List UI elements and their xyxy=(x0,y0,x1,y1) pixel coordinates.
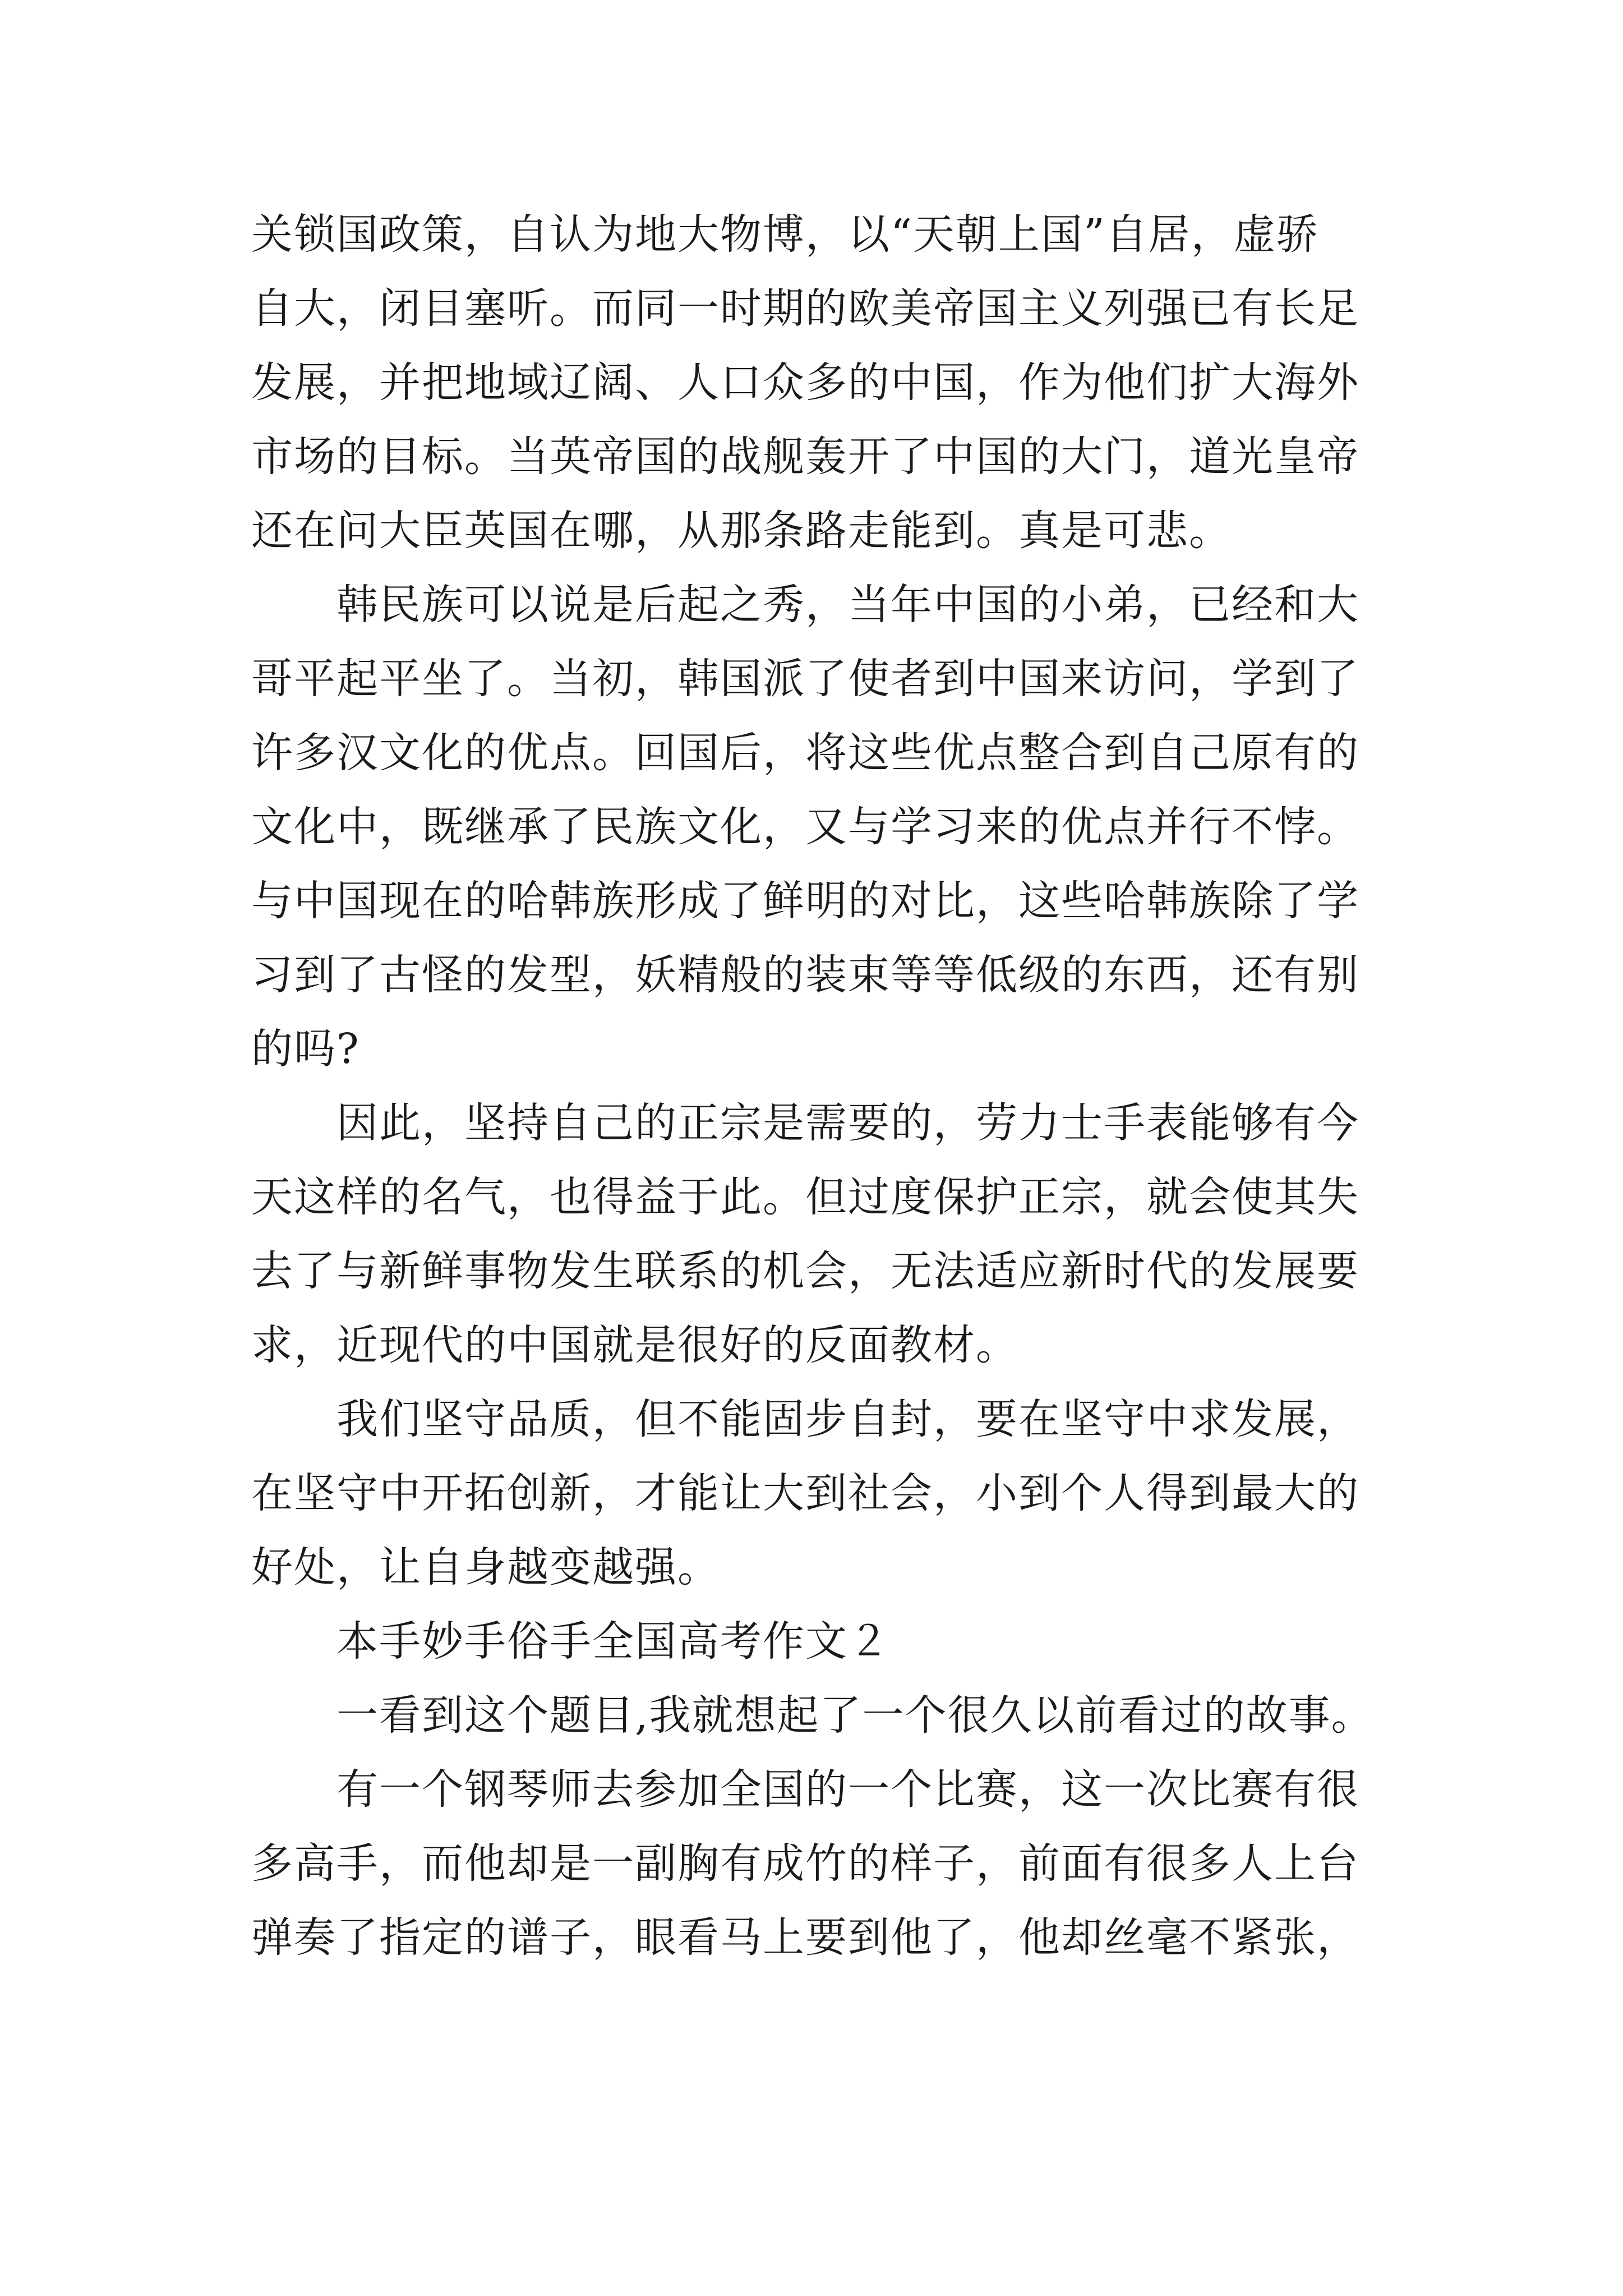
document-body xyxy=(251,197,1390,1975)
text-line: 我们坚守品质，但不能固步自封，要在坚守中求发展， xyxy=(336,1395,1359,1443)
text-line: 天这样的名气，也得益于此。但过度保护正宗，就会使其失 xyxy=(251,1173,1359,1221)
section-heading: 本手妙手俗手全国高考作文２ xyxy=(336,1617,891,1665)
text-line: 的吗? xyxy=(251,1025,360,1073)
text-line: 一看到这个题目,我就想起了一个很久以前看过的故事。 xyxy=(336,1691,1374,1740)
text-line: 因此，坚持自己的正宗是需要的，劳力士手表能够有今 xyxy=(336,1099,1359,1147)
text-line: 发展，并把地域辽阔、人口众多的中国，作为他们扩大海外 xyxy=(251,358,1359,407)
text-line: 习到了古怪的发型，妖精般的装束等等低级的东西，还有别 xyxy=(251,951,1359,999)
text-line: 与中国现在的哈韩族形成了鲜明的对比，这些哈韩族除了学 xyxy=(251,877,1359,925)
text-line: 去了与新鲜事物发生联系的机会，无法适应新时代的发展要 xyxy=(251,1247,1359,1295)
text-line: 许多汉文化的优点。回国后，将这些优点整合到自己原有的 xyxy=(251,729,1359,777)
text-line: 关锁国政策，自认为地大物博，以“天朝上国”自居，虚骄 xyxy=(251,210,1319,259)
text-line: 有一个钢琴师去参加全国的一个比赛，这一次比赛有很 xyxy=(336,1765,1359,1814)
text-line: 弹奏了指定的谱子，眼看马上要到他了，他却丝毫不紧张， xyxy=(251,1913,1359,1962)
text-line: 求，近现代的中国就是很好的反面教材。 xyxy=(251,1321,1018,1369)
text-line: 韩民族可以说是后起之秀，当年中国的小弟，已经和大 xyxy=(336,581,1359,629)
text-line: 多高手，而他却是一副胸有成竹的样子，前面有很多人上台 xyxy=(251,1839,1359,1888)
text-line: 在坚守中开拓创新，才能让大到社会，小到个人得到最大的 xyxy=(251,1469,1359,1517)
text-line: 好处，让自身越变越强。 xyxy=(251,1543,720,1591)
text-line: 自大，闭目塞听。而同一时期的欧美帝国主义列强已有长足 xyxy=(251,284,1359,333)
text-line: 文化中，既继承了民族文化，又与学习来的优点并行不悖。 xyxy=(251,803,1359,851)
text-line: 哥平起平坐了。当初，韩国派了使者到中国来访问，学到了 xyxy=(251,655,1359,703)
text-line: 市场的目标。当英帝国的战舰轰开了中国的大门，道光皇帝 xyxy=(251,432,1359,481)
text-line: 还在问大臣英国在哪，从那条路走能到。真是可悲。 xyxy=(251,507,1232,555)
